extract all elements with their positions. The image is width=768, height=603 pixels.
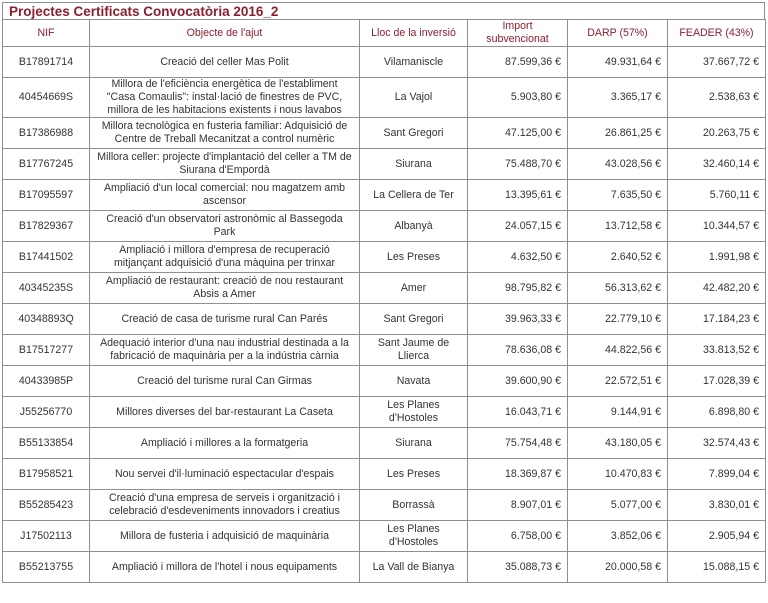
cell-nif: B17891714 — [3, 47, 90, 78]
cell-objecte: Creació d'una empresa de serveis i organització i celebració d'esdeveniments innovadors i creatius — [90, 490, 360, 521]
cell-darp: 43.180,05 € — [568, 428, 668, 459]
cell-nif: B17958521 — [3, 459, 90, 490]
cell-nif: 40433985P — [3, 366, 90, 397]
table-header-row — [3, 20, 766, 47]
table-row — [3, 211, 766, 242]
table-row — [3, 273, 766, 304]
header-darp: DARP (57%) — [568, 20, 668, 47]
cell-import: 87.599,36 € — [468, 47, 568, 78]
cell-lloc: La Cellera de Ter — [360, 180, 468, 211]
cell-darp: 2.640,52 € — [568, 242, 668, 273]
cell-feader: 42.482,20 € — [668, 273, 766, 304]
cell-feader: 33.813,52 € — [668, 335, 766, 366]
cell-objecte: Millora de fusteria i adquisició de maquinària — [90, 521, 360, 552]
cell-import: 35.088,73 € — [468, 552, 568, 583]
cell-import: 13.395,61 € — [468, 180, 568, 211]
cell-lloc: Sant Jaume de Llierca — [360, 335, 468, 366]
cell-darp: 26.861,25 € — [568, 118, 668, 149]
cell-nif: J17502113 — [3, 521, 90, 552]
cell-import: 78.636,08 € — [468, 335, 568, 366]
cell-lloc: Navata — [360, 366, 468, 397]
cell-import: 39.963,33 € — [468, 304, 568, 335]
cell-objecte: Ampliació de restaurant: creació de nou restaurant Absis a Amer — [90, 273, 360, 304]
cell-nif: B17767245 — [3, 149, 90, 180]
cell-lloc: Sant Gregori — [360, 304, 468, 335]
cell-feader: 2.905,94 € — [668, 521, 766, 552]
cell-feader: 6.898,80 € — [668, 397, 766, 428]
cell-darp: 22.779,10 € — [568, 304, 668, 335]
cell-objecte: Millora tecnològica en fusteria familiar: Adquisició de Centre de Treball Mecanitzat a control numèric — [90, 118, 360, 149]
cell-darp: 10.470,83 € — [568, 459, 668, 490]
cell-nif: 40348893Q — [3, 304, 90, 335]
header-objecte: Objecte de l'ajut — [90, 20, 360, 47]
cell-objecte: Creació del turisme rural Can Girmas — [90, 366, 360, 397]
cell-objecte: Ampliació i millora d'empresa de recuperació mitjançant adquisició d'una màquina per trinxar — [90, 242, 360, 273]
table-row — [3, 118, 766, 149]
cell-darp: 43.028,56 € — [568, 149, 668, 180]
cell-lloc: Siurana — [360, 149, 468, 180]
cell-import: 98.795,82 € — [468, 273, 568, 304]
cell-lloc: Sant Gregori — [360, 118, 468, 149]
cell-import: 47.125,00 € — [468, 118, 568, 149]
cell-feader: 7.899,04 € — [668, 459, 766, 490]
table-row — [3, 335, 766, 366]
cell-nif: B17517277 — [3, 335, 90, 366]
cell-objecte: Creació de casa de turisme rural Can Parés — [90, 304, 360, 335]
cell-darp: 9.144,91 € — [568, 397, 668, 428]
cell-import: 5.903,80 € — [468, 78, 568, 118]
table-row — [3, 47, 766, 78]
cell-feader: 5.760,11 € — [668, 180, 766, 211]
cell-darp: 3.852,06 € — [568, 521, 668, 552]
table-row — [3, 459, 766, 490]
table-row — [3, 242, 766, 273]
cell-nif: 40454669S — [3, 78, 90, 118]
cell-nif: B55213755 — [3, 552, 90, 583]
table-row — [3, 180, 766, 211]
cell-nif: 40345235S — [3, 273, 90, 304]
cell-lloc: La Vall de Bianya — [360, 552, 468, 583]
cell-import: 75.488,70 € — [468, 149, 568, 180]
cell-darp: 7.635,50 € — [568, 180, 668, 211]
cell-feader: 32.574,43 € — [668, 428, 766, 459]
cell-nif: J55256770 — [3, 397, 90, 428]
cell-darp: 3.365,17 € — [568, 78, 668, 118]
cell-nif: B17095597 — [3, 180, 90, 211]
table-row — [3, 552, 766, 583]
cell-objecte: Creació del celler Mas Polit — [90, 47, 360, 78]
cell-import: 18.369,87 € — [468, 459, 568, 490]
cell-objecte: Adequació interior d'una nau industrial destinada a la fabricació de maquinària per a la indústria càrnia — [90, 335, 360, 366]
table-row — [3, 366, 766, 397]
table-row — [3, 78, 766, 118]
cell-objecte: Ampliació i millora de l'hotel i nous equipaments — [90, 552, 360, 583]
cell-objecte: Millora de l'eficiència energètica de l'establiment "Casa Comaulis": instal·lació de finestres de PVC, millora de les habitacions existents i nous lavabos — [90, 78, 360, 118]
cell-objecte: Nou servei d'il·luminació espectacular d'espais — [90, 459, 360, 490]
cell-lloc: Siurana — [360, 428, 468, 459]
cell-import: 24.057,15 € — [468, 211, 568, 242]
projects-table — [2, 19, 766, 583]
cell-nif: B17829367 — [3, 211, 90, 242]
cell-lloc: Les Preses — [360, 242, 468, 273]
cell-lloc: Vilamaniscle — [360, 47, 468, 78]
cell-nif: B55285423 — [3, 490, 90, 521]
cell-feader: 10.344,57 € — [668, 211, 766, 242]
table-row — [3, 304, 766, 335]
cell-darp: 44.822,56 € — [568, 335, 668, 366]
cell-darp: 56.313,62 € — [568, 273, 668, 304]
cell-lloc: Les Preses — [360, 459, 468, 490]
cell-lloc: Albanyà — [360, 211, 468, 242]
cell-feader: 17.184,23 € — [668, 304, 766, 335]
table-row — [3, 428, 766, 459]
cell-darp: 13.712,58 € — [568, 211, 668, 242]
cell-nif: B55133854 — [3, 428, 90, 459]
header-import: Import subvencionat — [468, 20, 568, 47]
table-row — [3, 521, 766, 552]
cell-feader: 3.830,01 € — [668, 490, 766, 521]
cell-darp: 20.000,58 € — [568, 552, 668, 583]
cell-feader: 20.263,75 € — [668, 118, 766, 149]
cell-darp: 49.931,64 € — [568, 47, 668, 78]
cell-import: 16.043,71 € — [468, 397, 568, 428]
cell-import: 39.600,90 € — [468, 366, 568, 397]
cell-feader: 2.538,63 € — [668, 78, 766, 118]
cell-objecte: Creació d'un observatori astronòmic al Bassegoda Park — [90, 211, 360, 242]
header-feader: FEADER (43%) — [668, 20, 766, 47]
cell-nif: B17441502 — [3, 242, 90, 273]
cell-import: 75.754,48 € — [468, 428, 568, 459]
header-nif: NIF — [3, 20, 90, 47]
cell-feader: 17.028,39 € — [668, 366, 766, 397]
header-lloc: Lloc de la inversió — [360, 20, 468, 47]
cell-feader: 15.088,15 € — [668, 552, 766, 583]
cell-import: 8.907,01 € — [468, 490, 568, 521]
cell-lloc: Les Planes d'Hostoles — [360, 521, 468, 552]
table-row — [3, 490, 766, 521]
cell-feader: 37.667,72 € — [668, 47, 766, 78]
cell-darp: 22.572,51 € — [568, 366, 668, 397]
cell-import: 6.758,00 € — [468, 521, 568, 552]
page-title: Projectes Certificats Convocatòria 2016_2 — [2, 2, 765, 19]
cell-lloc: La Vajol — [360, 78, 468, 118]
cell-nif: B17386988 — [3, 118, 90, 149]
cell-objecte: Millora celler: projecte d'implantació del celler a TM de Siurana d'Empordà — [90, 149, 360, 180]
cell-feader: 1.991,98 € — [668, 242, 766, 273]
cell-objecte: Ampliació d'un local comercial: nou magatzem amb ascensor — [90, 180, 360, 211]
cell-objecte: Millores diverses del bar-restaurant La Caseta — [90, 397, 360, 428]
cell-feader: 32.460,14 € — [668, 149, 766, 180]
cell-objecte: Ampliació i millores a la formatgeria — [90, 428, 360, 459]
cell-lloc: Borrassà — [360, 490, 468, 521]
table-row — [3, 397, 766, 428]
cell-lloc: Amer — [360, 273, 468, 304]
cell-lloc: Les Planes d'Hostoles — [360, 397, 468, 428]
table-row — [3, 149, 766, 180]
cell-darp: 5.077,00 € — [568, 490, 668, 521]
cell-import: 4.632,50 € — [468, 242, 568, 273]
